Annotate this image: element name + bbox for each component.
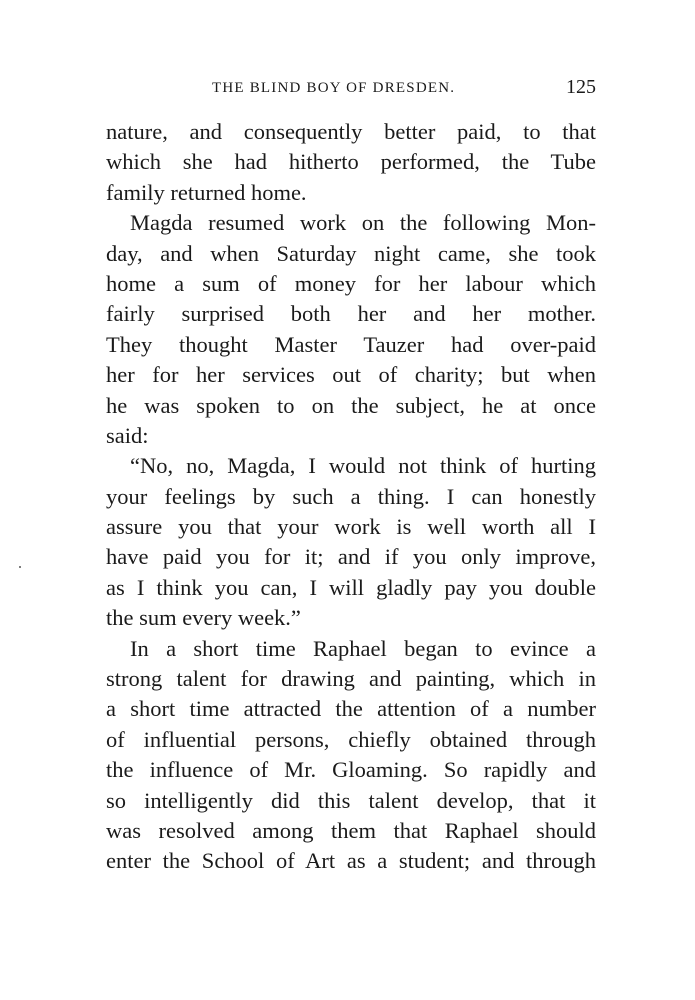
text-line: was resolved among them that Raphael should	[106, 817, 596, 843]
text-line: home a sum of money for her labour which	[106, 270, 596, 296]
running-head	[106, 76, 596, 100]
running-title: THE BLIND BOY OF DRESDEN.	[212, 80, 456, 96]
text-line: assure you that your work is well worth all I	[106, 514, 596, 540]
text-line: Magda resumed work on the following Mon-	[130, 210, 596, 236]
text-line: strong talent for drawing and painting, which in	[106, 666, 596, 692]
paragraph	[106, 208, 596, 451]
body-text	[106, 117, 596, 877]
text-line: he was spoken to on the subject, he at once	[106, 392, 596, 418]
text-line: your feelings by such a thing. I can honestly	[106, 483, 596, 509]
paragraph	[106, 451, 596, 633]
text-line: a short time attracted the attention of a number	[106, 696, 596, 722]
text-line: the sum every week.”	[106, 605, 301, 631]
text-line: the influence of Mr. Gloaming. So rapidly and	[106, 757, 596, 783]
text-line: “No, no, Magda, I would not think of hurting	[130, 453, 596, 479]
text-line: In a short time Raphael began to evince a	[130, 635, 596, 661]
text-line: day, and when Saturday night came, she took	[106, 240, 596, 266]
paragraph	[106, 634, 596, 877]
text-line: nature, and consequently better paid, to that	[106, 119, 596, 144]
text-line: as I think you can, I will gladly pay you double	[106, 574, 596, 600]
paragraph	[106, 117, 596, 208]
print-speck	[19, 566, 21, 568]
text-line: family returned home.	[106, 179, 307, 205]
text-line: enter the School of Art as a student; and through	[106, 848, 596, 874]
text-line: said:	[106, 422, 149, 448]
text-line: have paid you for it; and if you only improve,	[106, 544, 596, 570]
text-line: so intelligently did this talent develop, that it	[106, 787, 596, 813]
text-line: of influential persons, chiefly obtained through	[106, 726, 596, 752]
text-line: fairly surprised both her and her mother.	[106, 301, 596, 327]
text-line: They thought Master Tauzer had over-paid	[106, 331, 596, 357]
page-number: 125	[566, 76, 596, 98]
text-line: her for her services out of charity; but when	[106, 362, 596, 388]
text-line: which she had hitherto performed, the Tube	[106, 149, 596, 175]
